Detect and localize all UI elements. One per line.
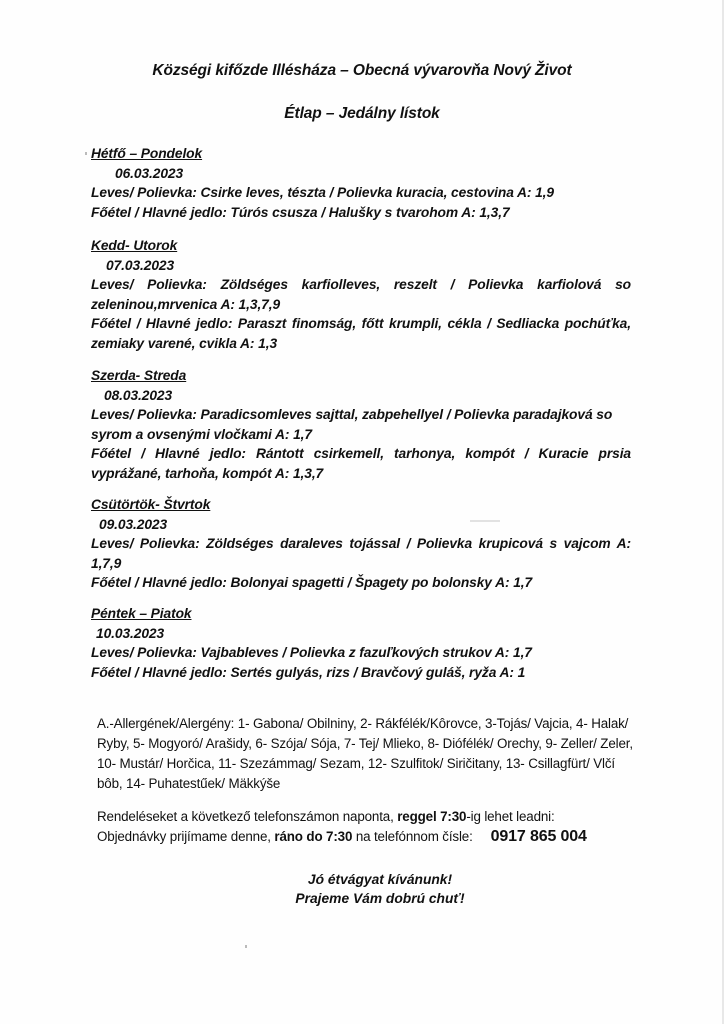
order-text: -ig lehet leadni: [466, 809, 555, 824]
main-dish-line: Főétel / Hlavné jedlo: Rántott csirkemell, tarhonya, kompót / Kuracie prsia vyprážané, tarhoňa, kompót A: 1,3,7 [91, 446, 631, 481]
day-date: 09.03.2023 [99, 516, 168, 532]
day-name: Kedd- Utorok [91, 238, 178, 253]
soup-line: Leves/ Polievka: Paradicsomleves sajttal, zabpehellyel / Polievka paradajková so syrom a ovsenými vločkami A: 1,7 [91, 407, 613, 442]
order-deadline: reggel 7:30 [397, 809, 467, 824]
day-date: 10.03.2023 [96, 625, 165, 641]
greeting-sk: Prajeme Vám dobrú chuť! [295, 891, 465, 906]
soup-line: Leves/ Polievka: Zöldséges daraleves tojással / Polievka krupicová s vajcom A: 1,7,9 [91, 536, 631, 571]
day-section-wednesday [91, 366, 631, 483]
day-date: 08.03.2023 [104, 387, 173, 403]
scan-speck [470, 520, 500, 522]
soup-line: Leves/ Polievka: Csirke leves, tészta / Polievka kuracia, cestovina A: 1,9 [91, 185, 554, 200]
day-date: 06.03.2023 [115, 165, 184, 181]
soup-line: Leves/ Polievka: Vajbableves / Polievka z fazuľkových strukov A: 1,7 [91, 645, 532, 660]
order-info [97, 807, 637, 847]
order-text: Objednávky prijímame denne, [97, 829, 275, 844]
day-name: Csütörtök- Štvrtok [91, 497, 211, 512]
day-section-thursday [91, 495, 631, 593]
allergen-legend: A.-Allergének/Alergény: 1- Gabona/ Obilniny, 2- Rákfélék/Kôrovce, 3-Tojás/ Vajcia, 4- Halak/ Ryby, 5- Mogyoró/ Arašidy, 6- Szója/ Sója, 7- Tej/ Mlieko, 8- Diófélék/ Orechy, 9- Zeller/ Zeler, 10- Mustár/ Horčica, 11- Szezámmag/ Sezam, 12- Szulfitok/ Siričitany, 13- Csillagfürt/ Vlčí bôb, 14- Puhatestűek/ Mäkkýše [97, 716, 633, 791]
main-dish-line: Főétel / Hlavné jedlo: Túrós csusza / Halušky s tvarohom A: 1,3,7 [91, 204, 510, 220]
day-name: Hétfő – Pondelok [91, 146, 203, 161]
scan-speck [85, 152, 87, 155]
greeting-hu: Jó étvágyat kívánunk! [307, 872, 453, 887]
main-dish-line: Főétel / Hlavné jedlo: Paraszt finomság, főtt krumpli, cékla / Sedliacka pochúťka, zemiaky varené, cvikla A: 1,3 [91, 316, 631, 351]
phone-number: 0917 865 004 [490, 828, 587, 845]
order-deadline: ráno do 7:30 [274, 829, 353, 844]
day-date: 07.03.2023 [106, 257, 175, 273]
page-title: Községi kifőzde Illésháza – Obecná vývarovňa Nový Život [152, 62, 572, 79]
soup-line: Leves/ Polievka: Zöldséges karfiolleves, reszelt / Polievka karfiolová so zeleninou,mrvenica A: 1,3,7,9 [91, 277, 631, 312]
day-name: Szerda- Streda [91, 368, 187, 383]
day-section-tuesday [91, 236, 631, 353]
order-info-sk [97, 827, 637, 847]
order-info-hu [97, 807, 637, 827]
main-dish-line: Főétel / Hlavné jedlo: Sertés gulyás, rizs / Bravčový guláš, ryža A: 1 [91, 664, 526, 680]
main-dish-line: Főétel / Hlavné jedlo: Bolonyai spagetti / Špagety po bolonsky A: 1,7 [91, 575, 533, 590]
order-text: Rendeléseket a következő telefonszámon naponta, [97, 809, 398, 824]
closing-greeting [0, 870, 724, 908]
scan-speck [245, 945, 247, 948]
order-text: na telefónnom čísle: [352, 829, 473, 844]
day-section-monday [91, 144, 631, 222]
day-name: Péntek – Piatok [91, 606, 192, 621]
day-section-friday [91, 604, 631, 682]
page-subtitle: Étlap – Jedálny lístok [284, 105, 440, 122]
